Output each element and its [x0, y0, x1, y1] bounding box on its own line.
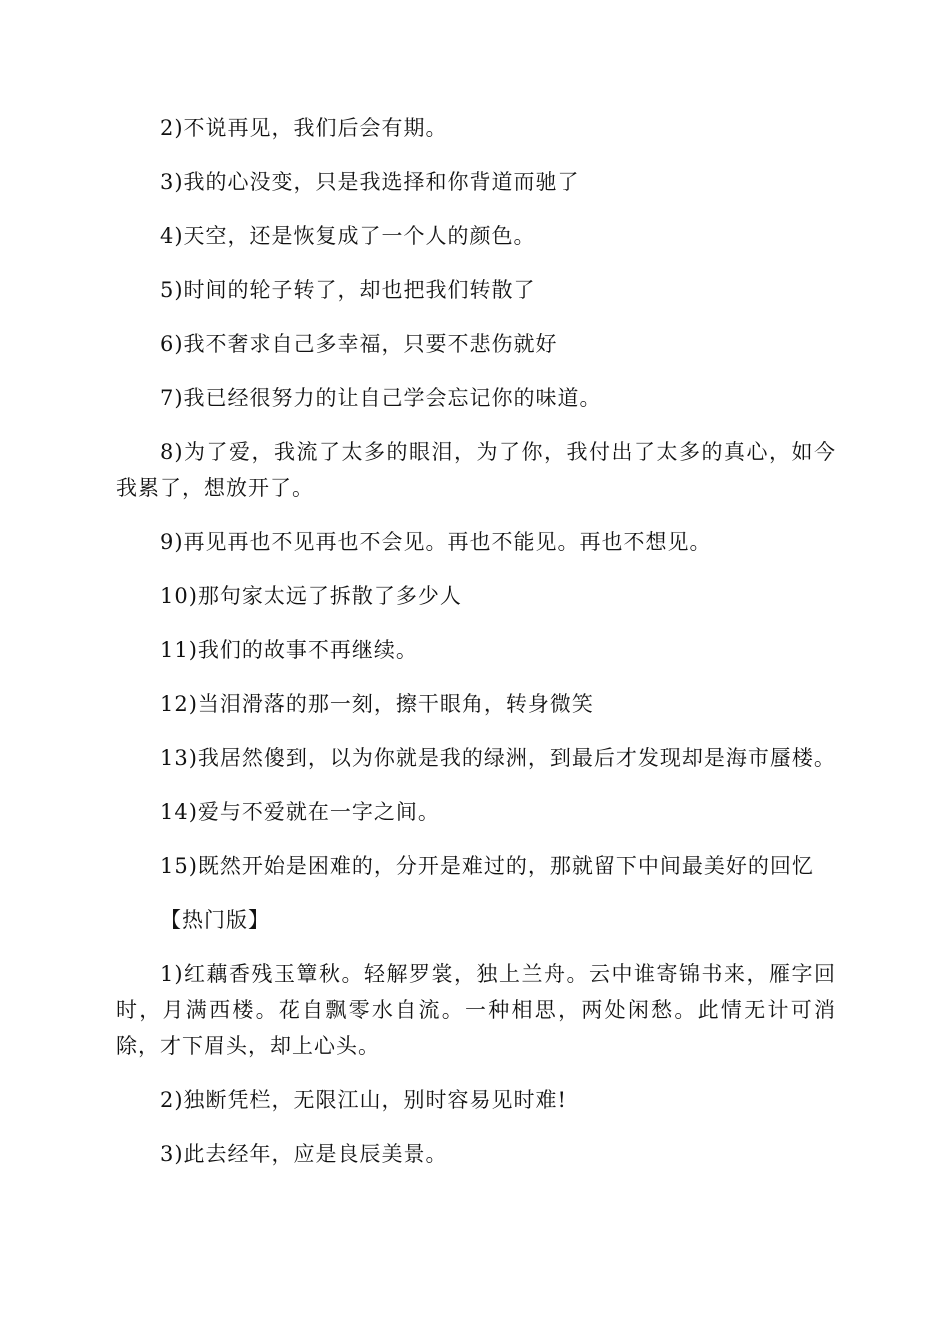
paragraph-item-12: 12)当泪滑落的那一刻，擦干眼角，转身微笑 — [160, 692, 594, 716]
section-heading: 【热门版】 — [160, 908, 270, 932]
paragraph-item-6: 6)我不奢求自己多幸福，只要不悲伤就好 — [160, 332, 558, 356]
hot-paragraph-item-1: 1)红藕香残玉簟秋。轻解罗裳，独上兰舟。云中谁寄锦书来，雁字回时，月满西楼。花自飘零水自流。一种相思，两处闲愁。此情无计可消除，才下眉头，却上心头。 — [116, 962, 836, 1058]
paragraph-item-7: 7)我已经很努力的让自己学会忘记你的味道。 — [160, 386, 602, 410]
paragraph-item-3: 3)我的心没变，只是我选择和你背道而驰了 — [160, 170, 580, 194]
paragraph-item-2: 2)不说再见，我们后会有期。 — [160, 116, 448, 140]
paragraph-item-14: 14)爱与不爱就在一字之间。 — [160, 800, 440, 824]
paragraph-item-8: 8)为了爱，我流了太多的眼泪，为了你，我付出了太多的真心，如今我累了，想放开了。 — [116, 440, 836, 500]
paragraph-item-9: 9)再见再也不见再也不会见。再也不能见。再也不想见。 — [160, 530, 712, 554]
hot-paragraph-item-3: 3)此去经年，应是良辰美景。 — [160, 1142, 448, 1166]
paragraph-item-11: 11)我们的故事不再继续。 — [160, 638, 418, 662]
hot-paragraph-item-2: 2)独断凭栏，无限江山，别时容易见时难! — [160, 1088, 567, 1112]
paragraph-item-5: 5)时间的轮子转了，却也把我们转散了 — [160, 278, 536, 302]
paragraph-item-4: 4)天空，还是恢复成了一个人的颜色。 — [160, 224, 536, 248]
document-body — [116, 110, 836, 1190]
paragraph-item-10: 10)那句家太远了拆散了多少人 — [160, 584, 462, 608]
paragraph-item-15: 15)既然开始是困难的，分开是难过的，那就留下中间最美好的回忆 — [160, 854, 814, 878]
paragraph-item-13: 13)我居然傻到，以为你就是我的绿洲，到最后才发现却是海市蜃楼。 — [160, 746, 836, 770]
